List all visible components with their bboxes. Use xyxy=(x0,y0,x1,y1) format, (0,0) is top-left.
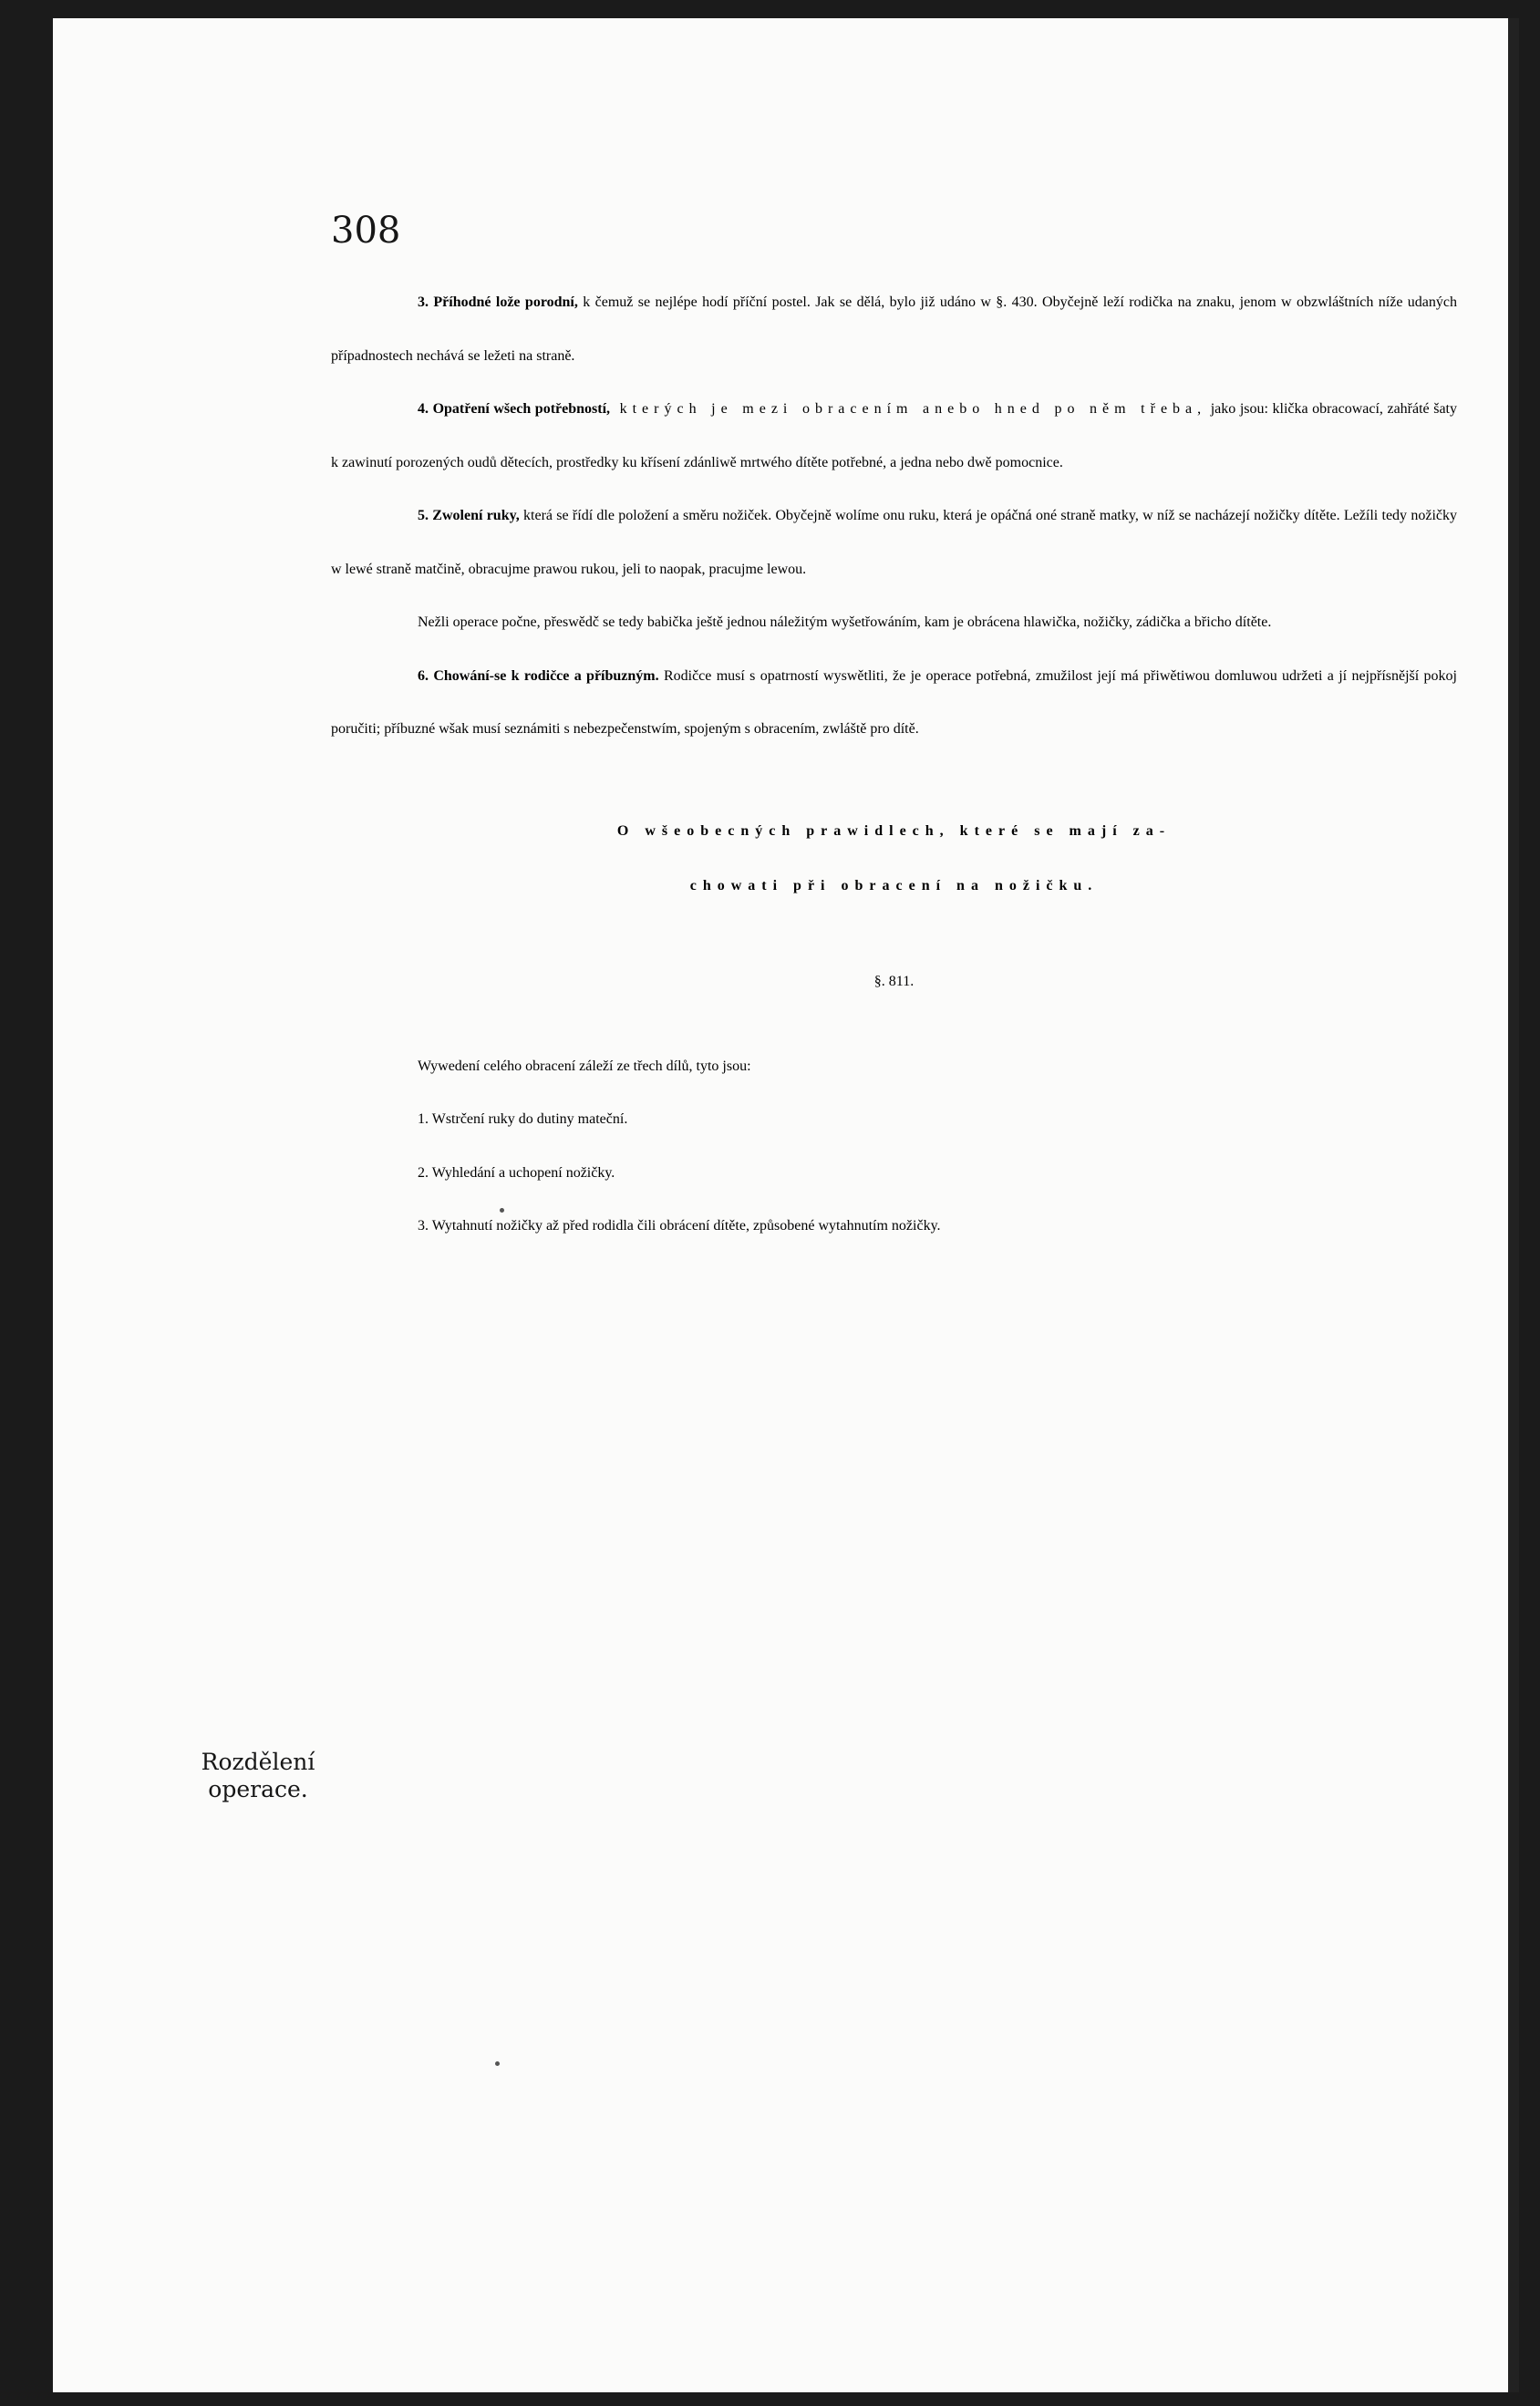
chapter-heading-line-2: chowati při obracení na nožičku. xyxy=(689,877,1099,893)
paragraph-6-body: Rodičce musí s opatrností wyswětliti, že je operace potřebná, zmužilost její má přiwětiwou domluwou udržeti a jí nejpřísnější pokoj poručiti; příbuzné wšak musí seznámiti s nebezpečenstwím, spojeným s obracením, zwláště pro dítě. xyxy=(331,667,1458,737)
paragraph-5 xyxy=(331,490,1457,596)
paragraph-4 xyxy=(331,383,1457,490)
book-page xyxy=(53,18,1519,2392)
paragraph-6 xyxy=(331,650,1457,757)
page-edge-shadow xyxy=(1508,18,1519,2392)
margin-note-line-1: Rozdělení xyxy=(201,1749,315,1775)
section-label: §. 811. xyxy=(873,973,915,989)
paragraph-3-heading: 3. Příhodné lože porodní, xyxy=(418,294,578,310)
paragraph-4-spaced: kterých je mezi obracením anebo hned po něm třeba, xyxy=(610,401,1207,417)
paragraph-5-heading: 5. Zwolení ruky, xyxy=(418,508,520,523)
speck xyxy=(495,2061,500,2066)
chapter-heading-line-1: O wšeobecných prawidlech, které se mají za- xyxy=(616,822,1172,839)
list-item: 2. Wyhledání a uchopení nožičky. xyxy=(418,1164,615,1181)
intro-paragraph: Wywedení celého obracení záleží ze třech dílů, tyto jsou: xyxy=(418,1058,751,1074)
margin-note-line-2: operace. xyxy=(208,1776,308,1802)
paragraph-6-heading: 6. Chowání-se k rodičce a příbuzným. xyxy=(418,667,659,684)
paragraph-nezli: Nežli operace počne, přeswědč se tedy babička ještě jednou náležitým wyšetřowáním, kam je obrácena hlawička, nožičky, zádička a břicho dítěte. xyxy=(418,614,1272,630)
speck xyxy=(500,1208,504,1213)
margin-note xyxy=(176,1749,340,1803)
list-item: 3. Wytahnutí nožičky až před rodidla čili obrácení dítěte, způsobené wytahnutím nožičky. xyxy=(418,1218,941,1234)
chapter-heading xyxy=(331,804,1457,914)
paragraph-4-heading: 4. Opatření wšech potřebností, xyxy=(418,401,611,417)
steps-list xyxy=(331,1093,1457,1254)
paragraph-3 xyxy=(331,276,1457,383)
paragraph-3-body: k čemuž se nejlépe hodí příční postel. Jak se dělá, bylo již udáno w §. 430. Obyčejně leží rodička na znaku, jenom w obzwláštních níže udaných případnostech nechává se ležeti na straně. xyxy=(331,294,1458,364)
paragraph-5-body: která se řídí dle položení a směru nožiček. Obyčejně wolíme onu ruku, která je opáčná oné straně matky, w níž se nacházejí nožičky dítěte. Ležíli tedy nožičky w lewé straně matčině, obracujme prawou rukou, jeli to naopak, pracujme lewou. xyxy=(331,508,1457,577)
list-item: 1. Wstrčení ruky do dutiny mateční. xyxy=(418,1111,628,1127)
page-number: 308 xyxy=(331,210,401,252)
paragraph-4-body: jako jsou: klička obracowací, zahřáté šaty k zawinutí porozených oudů dětecích, prostředky ku křísení zdánliwě mrtwého dítěte potřebné, a jedna nebo dwě pomocnice. xyxy=(331,401,1458,470)
main-text xyxy=(331,276,1457,1254)
